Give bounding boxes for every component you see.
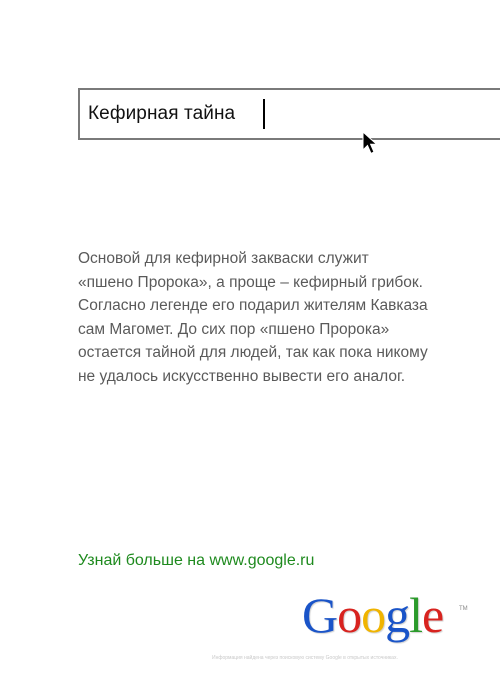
body-line-1: Основой для кефирной закваски служит	[78, 250, 369, 267]
logo-letter-g2: g	[385, 587, 410, 643]
mouse-pointer-icon	[362, 131, 382, 157]
google-logo	[302, 587, 444, 643]
body-paragraph	[78, 247, 478, 388]
body-line-3: Согласно легенде его подарил жителям Кавказа	[78, 297, 428, 314]
logo-letter-e: e	[422, 587, 444, 643]
search-box[interactable]	[78, 88, 500, 140]
disclaimer-text: Информация найдена через поисковую систему Google в открытых источниках.	[212, 655, 398, 661]
cta-link[interactable]: Узнай больше на www.google.ru	[78, 552, 315, 569]
logo-letter-o1: o	[337, 587, 362, 643]
text-caret	[263, 99, 265, 129]
logo-trademark: TM	[459, 606, 468, 612]
logo-letter-g1: G	[302, 587, 338, 643]
search-query-text: Кефирная тайна	[88, 103, 236, 124]
body-line-6: не удалось искусственно вывести его аналог.	[78, 367, 406, 385]
logo-letter-l: l	[409, 587, 423, 643]
body-line-5: остается тайной для людей, так как пока никому	[78, 344, 428, 361]
body-line-2: «пшено Пророка», а проще – кефирный грибок.	[78, 273, 423, 291]
body-line-4: сам Магомет. До сих пор «пшено Пророка»	[78, 320, 390, 338]
logo-letter-o2: o	[361, 587, 386, 643]
